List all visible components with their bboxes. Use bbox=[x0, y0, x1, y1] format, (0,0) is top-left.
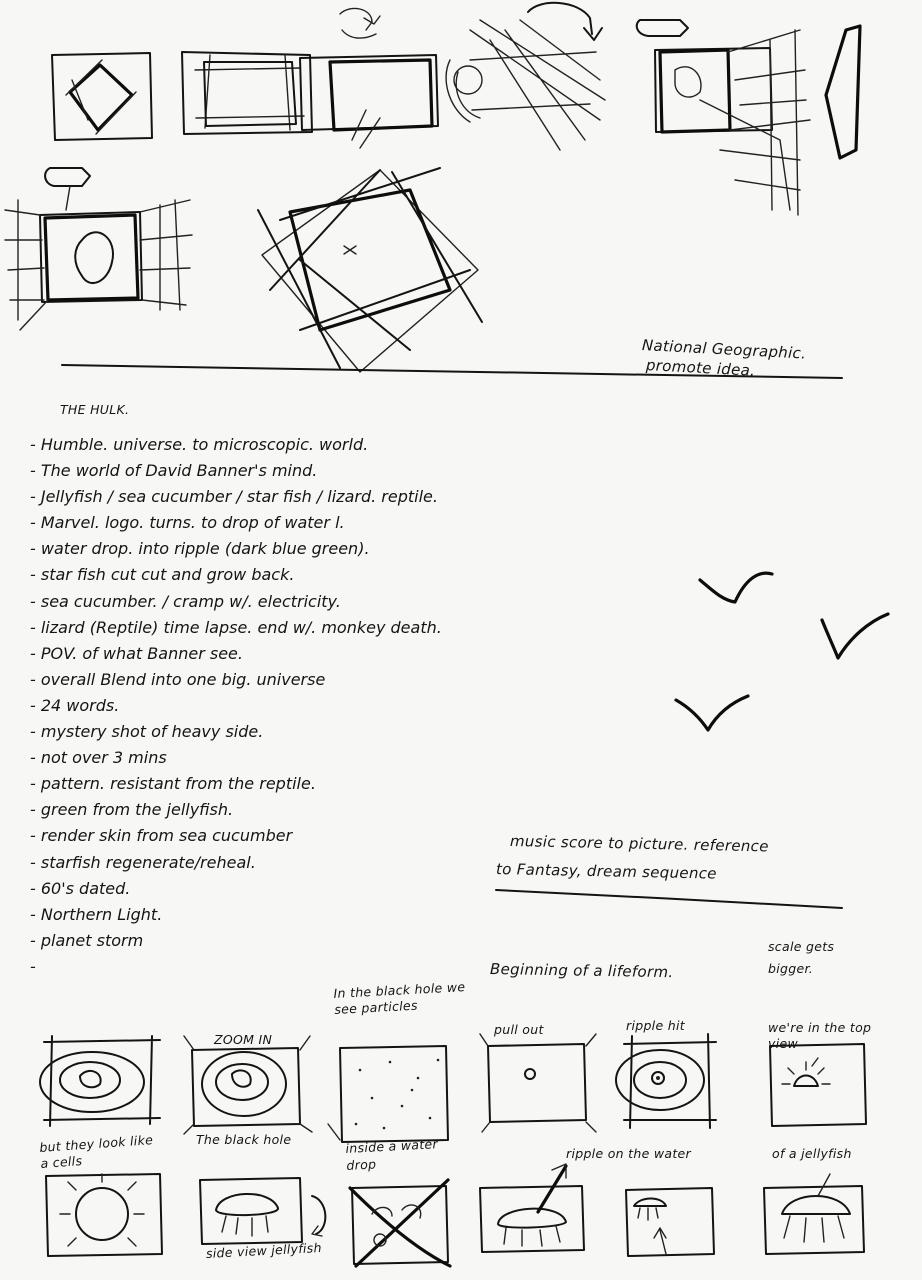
side-note-line1: music score to picture. reference bbox=[509, 832, 769, 856]
note-item: - 60's dated. bbox=[30, 878, 131, 898]
scale-note: scale gets bigger. bbox=[768, 939, 835, 976]
storyboard-panel-6 bbox=[770, 1044, 866, 1126]
label-particles: In the black hole we see particles bbox=[333, 979, 466, 1017]
label-black-hole: The black hole bbox=[196, 1132, 292, 1147]
storyboard-panel-4 bbox=[480, 1034, 596, 1132]
note-item: - planet storm bbox=[30, 930, 144, 950]
note-item: - overall Blend into one big. universe bbox=[30, 669, 326, 689]
storyboard-panel-7 bbox=[46, 1174, 162, 1256]
notes-heading: THE HULK. bbox=[60, 402, 130, 417]
label-zoom-in: ZOOM IN bbox=[214, 1032, 273, 1047]
label-ripple-hit: ripple hit bbox=[626, 1018, 685, 1033]
note-item: - render skin from sea cucumber bbox=[30, 826, 293, 846]
note-item: - water drop. into ripple (dark blue green). bbox=[30, 539, 370, 559]
project-title: National Geographic. bbox=[641, 336, 807, 363]
storyboard-panel-3 bbox=[328, 1046, 448, 1142]
note-item: - starfish regenerate/reheal. bbox=[30, 852, 256, 872]
storyboard-panel-10 bbox=[480, 1164, 584, 1252]
label-ripple-water: ripple on the water bbox=[566, 1146, 691, 1161]
project-subtitle: promote idea. bbox=[645, 356, 756, 380]
note-item: - bbox=[30, 956, 36, 976]
storyboard-panel-1 bbox=[40, 1036, 160, 1126]
note-item: - 24 words. bbox=[30, 695, 120, 715]
side-note-line2: to Fantasy, dream sequence bbox=[495, 860, 718, 883]
storyboard-panel-9 bbox=[350, 1180, 450, 1266]
note-item: - Humble. universe. to microscopic. world. bbox=[30, 435, 369, 454]
note-item: - Marvel. logo. turns. to drop of water l. bbox=[30, 513, 345, 533]
label-like-cells: but they look like a cells bbox=[38, 1132, 154, 1171]
note-item: - lizard (Reptile) time lapse. end w/. monkey death. bbox=[30, 617, 442, 637]
note-item: - star fish cut cut and grow back. bbox=[30, 565, 295, 585]
note-item: - sea cucumber. / cramp w/. electricity. bbox=[30, 591, 341, 611]
storyboard-panel-11 bbox=[626, 1188, 714, 1256]
storyboard-panel-2 bbox=[184, 1036, 312, 1134]
storyboard-panel-8 bbox=[200, 1178, 325, 1244]
label-jellyfish: of a jellyfish bbox=[772, 1146, 852, 1161]
label-top-view: we're in the top view bbox=[768, 1020, 872, 1051]
note-item: - Jellyfish / sea cucumber / star fish / lizard. reptile. bbox=[30, 487, 438, 507]
storyboard-heading: Beginning of a lifeform. bbox=[489, 960, 674, 982]
storyboard-panel-5 bbox=[616, 1034, 716, 1128]
label-water-drop: inside a water drop bbox=[345, 1136, 439, 1173]
storyboard-panel-12 bbox=[764, 1174, 864, 1254]
note-item: - POV. of what Banner see. bbox=[30, 643, 243, 663]
note-item: - mystery shot of heavy side. bbox=[30, 722, 264, 742]
note-item: - The world of David Banner's mind. bbox=[30, 461, 318, 481]
note-item: - not over 3 mins bbox=[30, 748, 167, 768]
label-side-view: side view jellyfish bbox=[205, 1239, 323, 1261]
label-pull-out: pull out bbox=[494, 1022, 544, 1037]
note-item: - Northern Light. bbox=[30, 904, 163, 924]
note-item: - green from the jellyfish. bbox=[30, 800, 234, 820]
note-item: - pattern. resistant from the reptile. bbox=[30, 774, 316, 794]
